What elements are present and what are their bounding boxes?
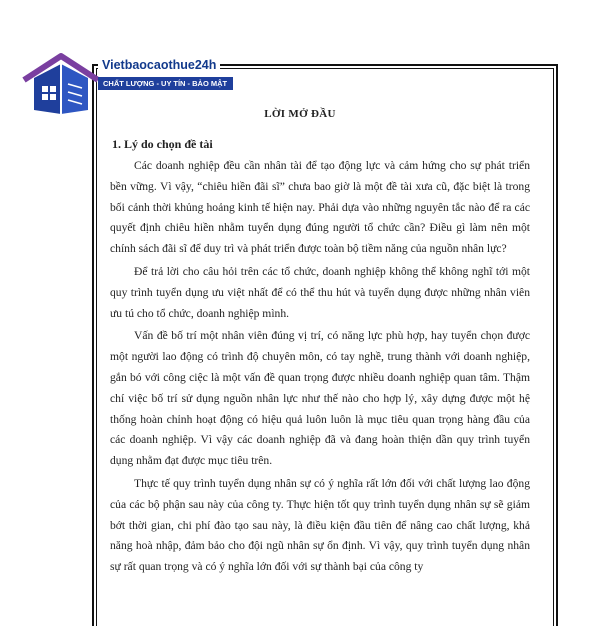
paragraph-4: Thực tế quy trình tuyển dụng nhân sự có ý nghĩa rất lớn đối với chất lượng lao động của các bộ phận sau này của công ty. Thực hiện tốt quy trình tuyển dụng nhân sự sẽ giảm bớt thời gian, chi phí đào tạo sau này, là điều kiện đầu tiên để nâng cao chất lượng, khả năng hoà nhập, đảm bảo cho đội ngũ nhân sự ổn định. Vì vậy, quy trình tuyển dụng nhân sự rất quan trọng và có ý nghĩa lớn đối với sự thành bại của công ty [110,476,530,574]
paragraph-3: Vấn đề bố trí một nhân viên đúng vị trí, có năng lực phù hợp, hay tuyển chọn được một người lao động có trình độ chuyên môn, có tay nghề, trung thành với doanh nghiệp, gắn bó với công ciệc là một vấn đề quan trọng được nhiều doanh nghiệp quan tâm. Thậm chí việc bố trí sử dụng nguồn nhân lực như thế nào cho hợp lý, xây dựng được một hệ thống hoàn chỉnh hoạt động có hiệu quả luôn luôn là mục tiêu quan trọng hàng đầu của các doanh nghiệp. Vì vậy các doanh nghiệp đã và đang hoàn thiện dần quy trình tuyển dụng nhằm đạt được mục tiêu trên. [110,329,530,468]
brand-tagline: CHẤT LƯỢNG - UY TÍN - BẢO MẬT [98,77,233,90]
section-heading: 1. Lý do chọn đề tài [112,137,213,151]
document-title: LỜI MỞ ĐẦU [264,108,336,120]
paragraph-2: Để trả lời cho câu hỏi trên các tổ chức, doanh nghiệp không thể không nghĩ tới một quy trình tuyển dụng ưu việt nhất để có thể thu hút và tuyển dụng được những nhân viên ưu tú cho tổ chức, doanh nghiệp mình. [110,264,530,320]
brand-name: Vietbaocaothue24h [98,58,220,72]
document-body [110,156,530,580]
paragraph-1: Các doanh nghiệp đều cần nhân tài để tạo động lực và cảm hứng cho sự phát triển bền vững. Vì vậy, “chiêu hiền đãi sĩ” chưa bao giờ là một đề tài xưa cũ, đặc biệt là trong bối cảnh thời khủng hoảng kinh tế hiện nay. Phải dựa vào những nguyên tắc nào để ra các quyết định chiêu hiền nhằm tuyển dụng đúng người tổ chức cần? Điều gì làm nên một chính sách đãi sĩ để duy trì và phát triển được toàn bộ tiềm năng của nguồn nhân lực? [110,159,530,256]
